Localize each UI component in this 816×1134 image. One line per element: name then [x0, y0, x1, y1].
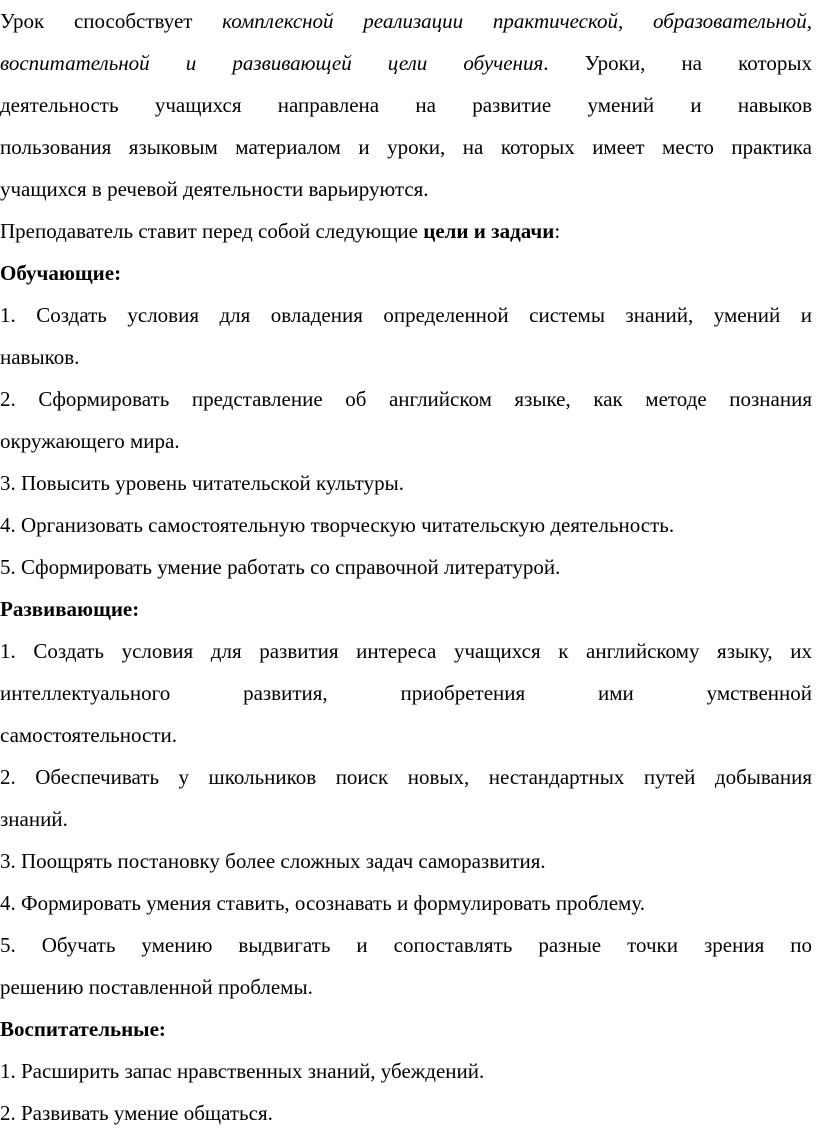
- educational-item-2: 2. Развивать умение общаться.: [0, 1101, 273, 1125]
- goals-text: Преподаватель ставит перед собой следующие: [0, 219, 424, 243]
- teaching-item-5: 5. Сформировать умение работать со справочной литературой.: [0, 555, 561, 579]
- section-title-teaching: Обучающие:: [0, 261, 122, 285]
- intro-italic-1: комплексной реализации практической, образовательной,: [222, 9, 812, 33]
- developing-item-2-line-2: знаний.: [0, 807, 68, 831]
- intro-line-2: [0, 42, 812, 84]
- teaching-item-3: 3. Повысить уровень читательской культуры.: [0, 471, 404, 495]
- teaching-item-2: [0, 378, 812, 462]
- intro-line-1: [0, 0, 812, 42]
- section-title-educational: Воспитательные:: [0, 1017, 166, 1041]
- developing-item-1-line-2: интеллектуального развития, приобретения ими умственной: [0, 681, 812, 705]
- teaching-item-1-line-1: 1. Создать условия для овладения определенной системы знаний, умений и: [0, 303, 812, 327]
- intro-line-5: учащихся в речевой деятельности варьируются.: [0, 177, 429, 201]
- teaching-item-1: [0, 294, 812, 378]
- teaching-item-2-line-2: окружающего мира.: [0, 429, 180, 453]
- developing-item-2: [0, 756, 812, 840]
- goals-bold: цели и задачи: [423, 219, 555, 243]
- developing-item-3: 3. Поощрять постановку более сложных задач саморазвития.: [0, 849, 546, 873]
- intro-paragraph: [0, 0, 812, 210]
- developing-item-1: [0, 630, 812, 756]
- educational-item-1: 1. Расширить запас нравственных знаний, убеждений.: [0, 1059, 485, 1083]
- goals-sentence: [0, 210, 812, 252]
- goals-colon: :: [554, 219, 561, 243]
- developing-item-2-line-1: 2. Обеспечивать у школьников поиск новых, нестандартных путей добывания: [0, 765, 812, 789]
- teaching-item-2-line-1: 2. Сформировать представление об английском языке, как методе познания: [0, 387, 812, 411]
- intro-rest-line-2: . Уроки, на которых: [543, 51, 812, 75]
- developing-item-5-line-2: решению поставленной проблемы.: [0, 975, 313, 999]
- developing-item-5-line-1: 5. Обучать умению выдвигать и сопоставлять разные точки зрения по: [0, 933, 812, 957]
- section-title-developing: Развивающие:: [0, 597, 140, 621]
- intro-italic-2: воспитательной и развивающей цели обучения: [0, 51, 544, 75]
- developing-item-4: 4. Формировать умения ставить, осознавать и формулировать проблему.: [0, 891, 645, 915]
- intro-line-4: пользования языковым материалом и уроки, на которых имеет место практика: [0, 135, 812, 159]
- teaching-item-1-line-2: навыков.: [0, 345, 80, 369]
- developing-item-1-line-3: самостоятельности.: [0, 723, 177, 747]
- developing-item-5: [0, 924, 812, 1008]
- developing-item-1-line-1: 1. Создать условия для развития интереса учащихся к английскому языку, их: [0, 639, 812, 663]
- intro-line-3: деятельность учащихся направлена на развитие умений и навыков: [0, 93, 812, 117]
- teaching-item-4: 4. Организовать самостоятельную творческую читательскую деятельность.: [0, 513, 675, 537]
- intro-lead: Урок способствует: [0, 9, 223, 33]
